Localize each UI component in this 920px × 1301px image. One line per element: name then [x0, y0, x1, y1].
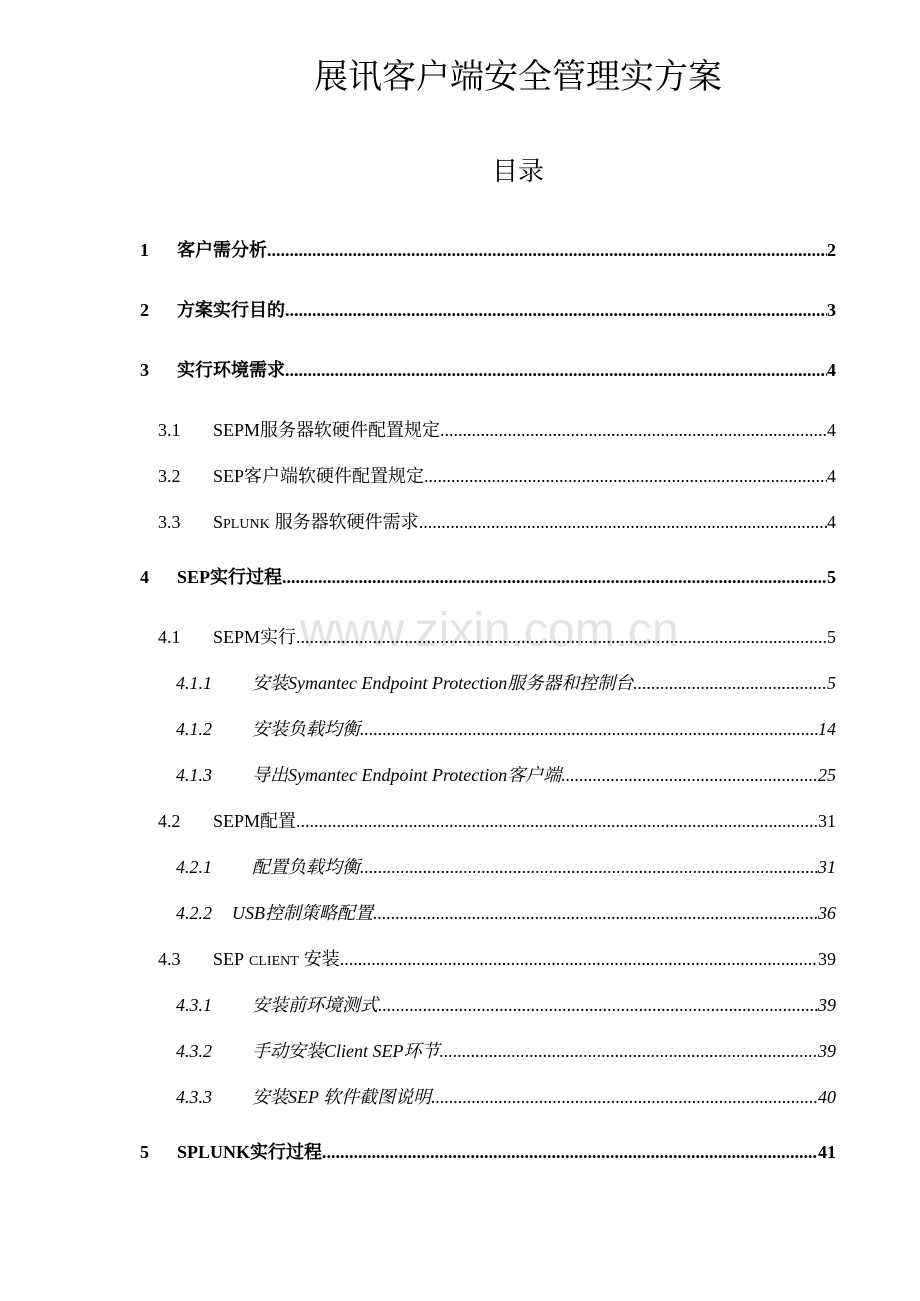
toc-dot-leader [360, 706, 818, 752]
toc-entry-label: 配置负载均衡 [252, 857, 360, 877]
toc-entry-number: 4.3 [158, 949, 181, 969]
toc-entry [0, 614, 836, 660]
toc-entry-page-number: 41 [818, 1142, 836, 1162]
toc-dot-leader [296, 798, 818, 844]
toc-entry-page-number: 25 [818, 765, 836, 785]
toc-entry-number: 4.2 [158, 811, 181, 831]
toc-entry-number: 4.1.3 [176, 765, 212, 785]
toc-entry-page-number: 5 [827, 567, 836, 587]
toc-entry [0, 453, 836, 499]
toc-dot-leader [431, 1074, 818, 1120]
toc-entry-number: 4.2.1 [176, 857, 212, 877]
toc-entry-page-number: 31 [818, 857, 836, 877]
toc-entry [0, 798, 836, 844]
toc-entry-number: 4.3.3 [176, 1087, 212, 1107]
toc-entry-number: 4.1.1 [176, 673, 212, 693]
toc-entry [0, 347, 836, 393]
toc-entry-label: SEP客户端软硬件配置规定 [213, 466, 425, 486]
toc-entry-number: 3 [140, 360, 149, 380]
toc-entry [0, 890, 836, 936]
toc-entry [0, 752, 836, 798]
toc-entry-label [213, 499, 419, 545]
toc-entry-label: SEPM服务器软硬件配置规定 [213, 420, 441, 440]
toc-entry [0, 844, 836, 890]
toc-entry-label [213, 936, 340, 982]
toc-dot-leader [440, 1028, 819, 1074]
toc-entry-label-smallcaps: SPLUNK [213, 512, 270, 532]
toc-entry-page-number: 4 [827, 466, 836, 486]
toc-entry-page-number: 39 [818, 949, 836, 969]
toc-entry [0, 936, 836, 982]
toc-entry-label: 安装SEP 软件截图说明 [252, 1087, 432, 1107]
toc-entry [0, 660, 836, 706]
toc-entry-page-number: 39 [818, 1041, 836, 1061]
toc-entry-number: 3.1 [158, 420, 181, 440]
toc-entry-page-number: 4 [827, 420, 836, 440]
toc-entry-page-number: 31 [818, 811, 836, 831]
toc-entry-number: 2 [140, 300, 149, 320]
toc-entry [0, 407, 836, 453]
toc-entry-label: 实行环境需求 [177, 360, 285, 380]
toc-entry-label-text: SEP [213, 949, 245, 969]
toc-dot-leader [322, 1129, 818, 1175]
toc-entry-number: 4.1 [158, 627, 181, 647]
toc-entry-label: 安装负载均衡 [252, 719, 360, 739]
toc-entry-label: 导出Symantec Endpoint Protection客户端 [252, 765, 562, 785]
toc-entry-page-number: 40 [818, 1087, 836, 1107]
toc-entry-label: USB控制策略配置 [232, 903, 373, 923]
toc-entry [0, 706, 836, 752]
toc-entry [0, 982, 836, 1028]
watermark: www.zixin.com.cn [300, 604, 679, 657]
toc-dot-leader [419, 499, 827, 545]
toc-dot-leader [340, 936, 818, 982]
document-title: 展讯客户端安全管理实方案 [314, 59, 722, 96]
toc-entry-label: SPLUNK实行过程 [177, 1142, 323, 1162]
toc-entry-label-smallcaps: CLIENT [249, 954, 299, 969]
toc-entry-page-number: 3 [827, 300, 836, 320]
toc-entry [0, 1129, 836, 1175]
toc-dot-leader [424, 453, 827, 499]
toc-entry-label-suffix: 安装 [303, 949, 340, 969]
toc-entry-page-number: 39 [818, 995, 836, 1015]
table-of-contents [0, 218, 836, 1189]
toc-dot-leader [373, 890, 818, 936]
toc-dot-leader [440, 407, 827, 453]
toc-dot-leader [285, 287, 827, 333]
toc-entry [0, 227, 836, 273]
toc-dot-leader [561, 752, 818, 798]
toc-entry-number: 5 [140, 1142, 149, 1162]
toc-entry-page-number: 4 [827, 512, 836, 532]
toc-entry-label-text: 服务器软硬件需求 [274, 512, 419, 532]
toc-entry-number: 4.2.2 [176, 903, 212, 923]
toc-entry-label: 安装Symantec Endpoint Protection服务器和控制台 [252, 673, 634, 693]
toc-entry-page-number: 14 [818, 719, 836, 739]
toc-entry-page-number: 5 [827, 627, 836, 647]
toc-heading: 目录 [491, 157, 544, 186]
toc-dot-leader [267, 227, 827, 273]
toc-entry-number: 1 [140, 240, 149, 260]
toc-entry-page-number: 36 [818, 903, 836, 923]
toc-entry-number: 3.3 [158, 512, 181, 532]
toc-entry-number: 4 [140, 567, 149, 587]
toc-entry-number: 3.2 [158, 466, 181, 486]
toc-entry-label: SEPM实行 [213, 627, 297, 647]
toc-entry-label: 安装前环境测式 [252, 995, 378, 1015]
toc-entry-number: 4.1.2 [176, 719, 212, 739]
toc-entry [0, 287, 836, 333]
toc-entry-number: 4.3.1 [176, 995, 212, 1015]
toc-dot-leader [296, 614, 827, 660]
toc-entry-label: 客户需分析 [177, 240, 267, 260]
toc-entry-page-number: 4 [827, 360, 836, 380]
toc-entry-page-number: 5 [827, 673, 836, 693]
toc-entry [0, 499, 836, 545]
toc-entry-number: 4.3.2 [176, 1041, 212, 1061]
toc-dot-leader [282, 554, 827, 600]
toc-entry [0, 1028, 836, 1074]
toc-entry [0, 1074, 836, 1120]
toc-dot-leader [378, 982, 818, 1028]
toc-dot-leader [633, 660, 827, 706]
toc-entry [0, 554, 836, 600]
toc-entry-label: SEPM配置 [213, 811, 297, 831]
toc-entry-label: 手动安装Client SEP环节 [252, 1041, 440, 1061]
toc-dot-leader [285, 347, 827, 393]
toc-entry-label: SEP实行过程 [177, 567, 283, 587]
toc-dot-leader [360, 844, 818, 890]
toc-entry-label: 方案实行目的 [177, 300, 285, 320]
toc-entry-page-number: 2 [827, 240, 836, 260]
